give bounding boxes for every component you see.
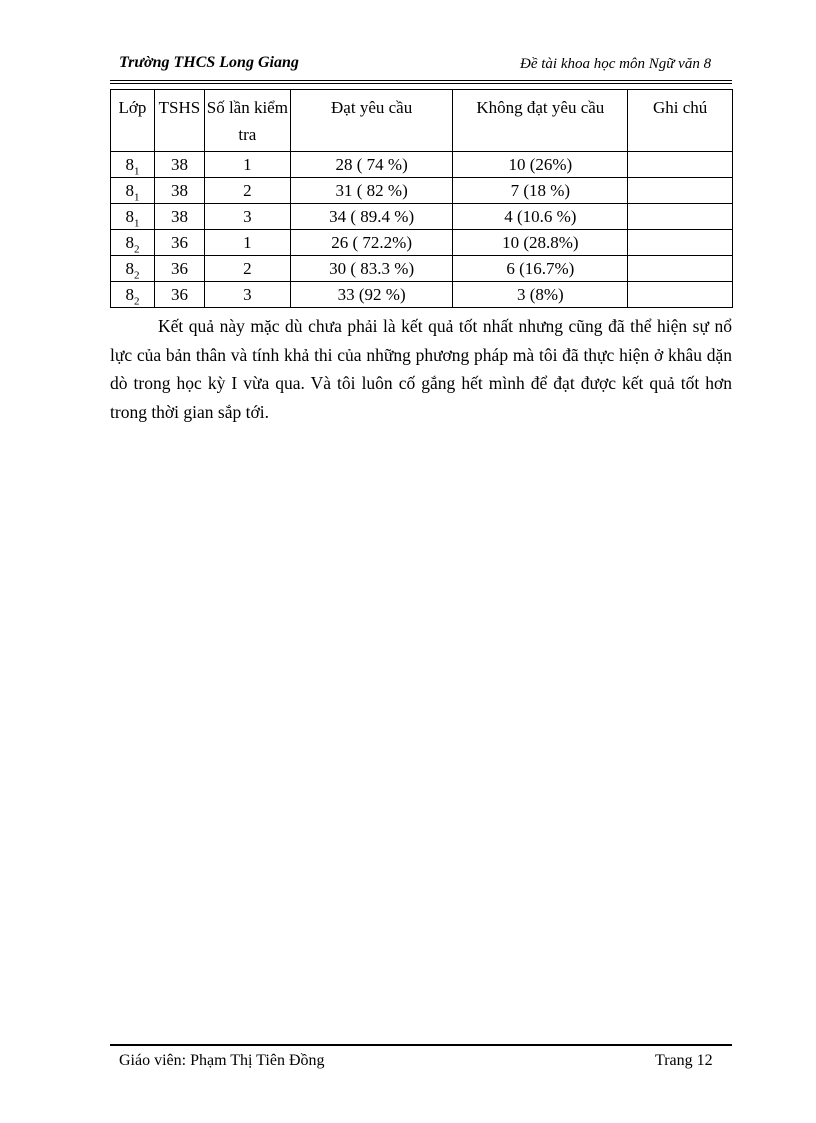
cell-pass: 26 ( 72.2%) [290, 230, 453, 256]
cell-tshs: 38 [154, 178, 204, 204]
cell-fail: 3 (8%) [453, 282, 628, 308]
cell-test: 3 [204, 204, 290, 230]
footer-page-number: Trang 12 [655, 1052, 713, 1069]
body-paragraph [110, 312, 732, 426]
cell-class: $8_2$ [111, 230, 155, 256]
cell-pass: 28 ( 74 %) [290, 152, 453, 178]
col-header-test: Số lần kiểm tra [204, 90, 290, 152]
cell-pass: 34 ( 89.4 %) [290, 204, 453, 230]
footer-teacher: Giáo viên: Phạm Thị Tiên Đồng [119, 1052, 325, 1069]
cell-note [628, 178, 733, 204]
cell-fail: 4 (10.6 %) [453, 204, 628, 230]
col-header-class: Lớp [111, 90, 155, 152]
table-row [111, 256, 733, 282]
header-rule [110, 80, 732, 81]
cell-class: $8_1$ [111, 152, 155, 178]
cell-tshs: 36 [154, 230, 204, 256]
cell-test: 1 [204, 152, 290, 178]
footer-rule [110, 1044, 732, 1046]
cell-pass: 31 ( 82 %) [290, 178, 453, 204]
cell-test: 2 [204, 256, 290, 282]
col-header-note: Ghi chú [628, 90, 733, 152]
cell-fail: 10 (26%) [453, 152, 628, 178]
header-topic: Đề tài khoa học môn Ngữ văn 8 [520, 56, 712, 72]
cell-note [628, 282, 733, 308]
cell-pass: 30 ( 83.3 %) [290, 256, 453, 282]
cell-test: 3 [204, 282, 290, 308]
cell-note [628, 256, 733, 282]
cell-note [628, 204, 733, 230]
col-header-pass: Đạt yêu cầu [290, 90, 453, 152]
table-row [111, 230, 733, 256]
cell-fail: 10 (28.8%) [453, 230, 628, 256]
col-header-fail: Không đạt yêu cầu [453, 90, 628, 152]
col-header-tshs: TSHS [154, 90, 204, 152]
results-table [110, 89, 733, 308]
cell-test: 1 [204, 230, 290, 256]
cell-fail: 7 (18 %) [453, 178, 628, 204]
cell-tshs: 38 [154, 204, 204, 230]
cell-class: $8_2$ [111, 282, 155, 308]
table-row [111, 282, 733, 308]
cell-tshs: 38 [154, 152, 204, 178]
cell-class: $8_2$ [111, 256, 155, 282]
cell-test: 2 [204, 178, 290, 204]
cell-pass: 33 (92 %) [290, 282, 453, 308]
cell-tshs: 36 [154, 256, 204, 282]
paragraph-text: Kết quả này mặc dù chưa phải là kết quả tốt nhất nhưng cũng đã thể hiện sự nổ lực của bản thân và tính khả thi của những phương pháp mà tôi đã thực hiện ở khâu dặn dò trong học kỳ I vừa qua. Và tôi luôn cố gắng hết mình để đạt được kết quả tốt hơn trong thời gian sắp tới. [110, 316, 732, 422]
cell-note [628, 152, 733, 178]
table-row [111, 204, 733, 230]
header-school: Trường THCS Long Giang [119, 54, 299, 71]
header-rule-double [110, 83, 732, 84]
cell-fail: 6 (16.7%) [453, 256, 628, 282]
table-header-row [111, 90, 733, 152]
cell-class: $8_1$ [111, 178, 155, 204]
cell-class: $8_1$ [111, 204, 155, 230]
table-row [111, 178, 733, 204]
cell-note [628, 230, 733, 256]
table-row [111, 152, 733, 178]
cell-tshs: 36 [154, 282, 204, 308]
